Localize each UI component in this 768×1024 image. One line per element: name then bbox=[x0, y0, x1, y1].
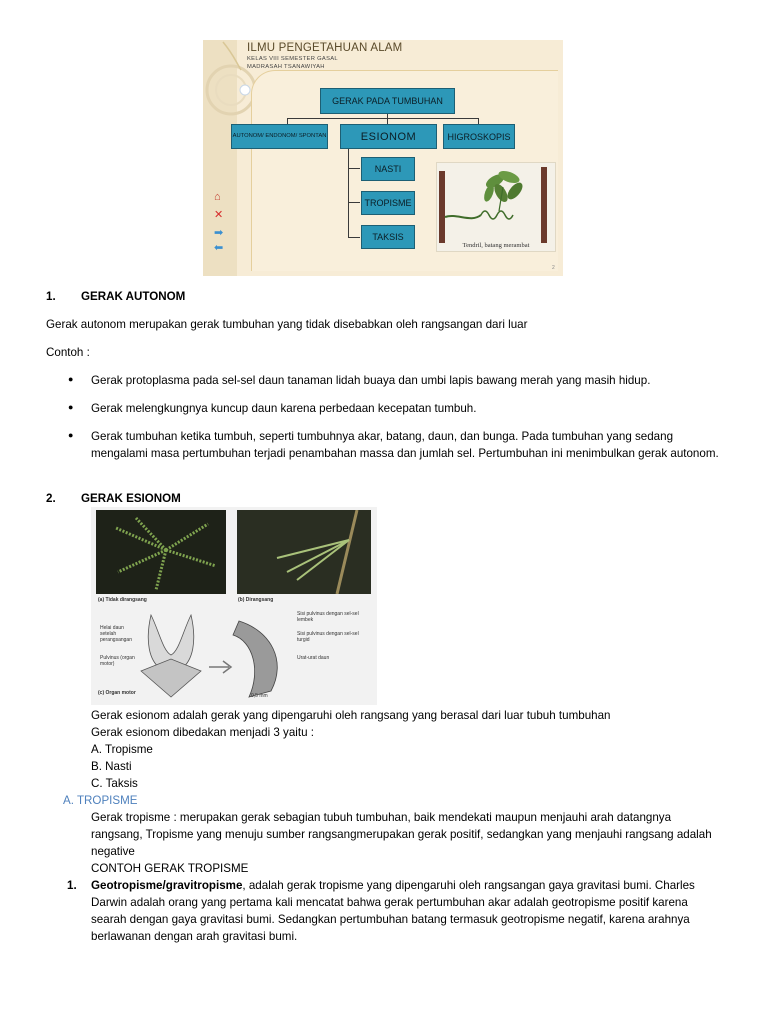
sec2-definition-1: Gerak esionom adalah gerak yang dipengaruhi oleh rangsang yang berasal dari luar tubuh tumbuhan bbox=[91, 709, 611, 722]
slide-subtitle-school: MADRASAH TSANAWIYAH bbox=[247, 64, 325, 70]
fig-label-sisi-turgid: Sisi pulvinus dengan sel-sel turgid bbox=[297, 631, 359, 643]
sec2-number: 2. bbox=[46, 492, 56, 505]
sec1-contoh-label: Contoh : bbox=[46, 346, 90, 359]
sec2-definition-2: Gerak esionom dibedakan menjadi 3 yaitu : bbox=[91, 726, 314, 739]
geotropisme-description: , adalah gerak tropisme yang dipengaruhi oleh rangsangan gaya gravitasi bumi. Charles Darwin adalah orang yang pertama kali mencatat bahwa gerak pertumbuhan akar adalah geotropisme positif karena searah dengan gaya gravitasi bumi. Sedangkan pertumbuhan batang termasuk geotropisme negatif, karena arahnya berlawanan dengan arah gravitasi bumi. bbox=[91, 879, 695, 943]
bullet-dot: ● bbox=[68, 402, 74, 412]
fig-label-sisi-lembek: Sisi pulvinus dengan sel-sel lembek bbox=[297, 611, 359, 623]
sec1-bullet-1: Gerak protoplasma pada sel-sel daun tanaman lidah buaya dan umbi lapis bawang merah yang masih hidup. bbox=[91, 374, 651, 387]
fig-label-urat: Urat-urat daun bbox=[297, 655, 330, 661]
box-gerak-pada-tumbuhan: GERAK PADA TUMBUHAN bbox=[320, 88, 455, 114]
fig-label-pulvinus: Pulvinus (organ motor) bbox=[100, 655, 135, 667]
tropisme-contoh-label: CONTOH GERAK TROPISME bbox=[91, 862, 249, 875]
mimosa-figure bbox=[91, 507, 377, 705]
tendril-caption: Tendril, batang merambat bbox=[462, 242, 530, 249]
next-arrow-icon[interactable]: ➡ bbox=[214, 227, 224, 239]
back-arrow-icon[interactable]: ⬅ bbox=[214, 242, 224, 254]
home-icon[interactable]: ⌂ bbox=[214, 191, 221, 203]
mimosa-unstimulated-photo bbox=[96, 510, 226, 594]
fern-leaf-icon bbox=[96, 510, 226, 594]
sec1-heading: GERAK AUTONOM bbox=[81, 290, 186, 303]
fig-scale-label: 0,5 mm bbox=[251, 693, 268, 699]
sec2-list-a: A. Tropisme bbox=[91, 743, 153, 756]
tropisme-item-1 bbox=[91, 877, 723, 945]
slide-subtitle-class: KELAS VIII SEMESTER GASAL bbox=[247, 56, 338, 62]
tropisme-heading: A. TROPISME bbox=[63, 794, 138, 807]
tendril-plant-icon bbox=[437, 163, 555, 243]
bullet-dot: ● bbox=[68, 374, 74, 384]
box-nasti: NASTI bbox=[361, 157, 415, 181]
close-icon[interactable]: ✕ bbox=[214, 209, 224, 221]
box-autonom: AUTONOM/ ENDONOM/ SPONTAN bbox=[231, 124, 328, 149]
fig-caption-c: (c) Organ motor bbox=[98, 690, 136, 696]
sec1-bullet-3: Gerak tumbuhan ketika tumbuh, seperti tumbuhnya akar, batang, daun, dan bunga. Pada tumbuhan yang sedang mengalami masa pertumbuhan terjadi penambahan massa dan jumlah sel. Pertumbuhan ini menimbulkan gerak autonom. bbox=[91, 430, 719, 460]
fig-label-helai: Helai daun setelah perangsangan bbox=[100, 625, 132, 643]
geotropisme-term: Geotropisme/gravitropisme bbox=[91, 879, 243, 892]
tendril-photo bbox=[436, 162, 556, 252]
sec2-heading: GERAK ESIONOM bbox=[81, 492, 181, 505]
slide-title: ILMU PENGETAHUAN ALAM bbox=[247, 42, 403, 54]
slide-image bbox=[203, 40, 563, 276]
sec2-list-b: B. Nasti bbox=[91, 760, 132, 773]
slide-page-number: 2 bbox=[552, 265, 555, 271]
bullet-dot: ● bbox=[68, 430, 74, 440]
folded-leaf-icon bbox=[237, 510, 371, 594]
box-higroskopis: HIGROSKOPIS bbox=[443, 124, 515, 149]
box-esionom: ESIONOM bbox=[340, 124, 437, 149]
tropisme-item-number: 1. bbox=[67, 879, 77, 892]
fig-caption-a: (a) Tidak dirangsang bbox=[98, 597, 147, 603]
sec1-bullet-2: Gerak melengkungnya kuncup daun karena perbedaan kecepatan tumbuh. bbox=[91, 402, 477, 415]
sec1-number: 1. bbox=[46, 290, 56, 303]
box-tropisme: TROPISME bbox=[361, 191, 415, 215]
sec1-definition: Gerak autonom merupakan gerak tumbuhan yang tidak disebabkan oleh rangsangan dari luar bbox=[46, 318, 528, 331]
pulvinus-diagram-icon bbox=[121, 611, 291, 699]
mimosa-stimulated-photo bbox=[237, 510, 371, 594]
tropisme-paragraph: Gerak tropisme : merupakan gerak sebagian tubuh tumbuhan, baik mendekati maupun menjauhi arah datangnya rangsang, Tropisme yang menuju sumber rangsangmerupakan gerak positif, sedangkan yang menjauhi rangsang adalah negative bbox=[91, 811, 712, 858]
sec2-list-c: C. Taksis bbox=[91, 777, 138, 790]
box-taksis: TAKSIS bbox=[361, 225, 415, 249]
fig-caption-b: (b) Dirangsang bbox=[238, 597, 274, 603]
